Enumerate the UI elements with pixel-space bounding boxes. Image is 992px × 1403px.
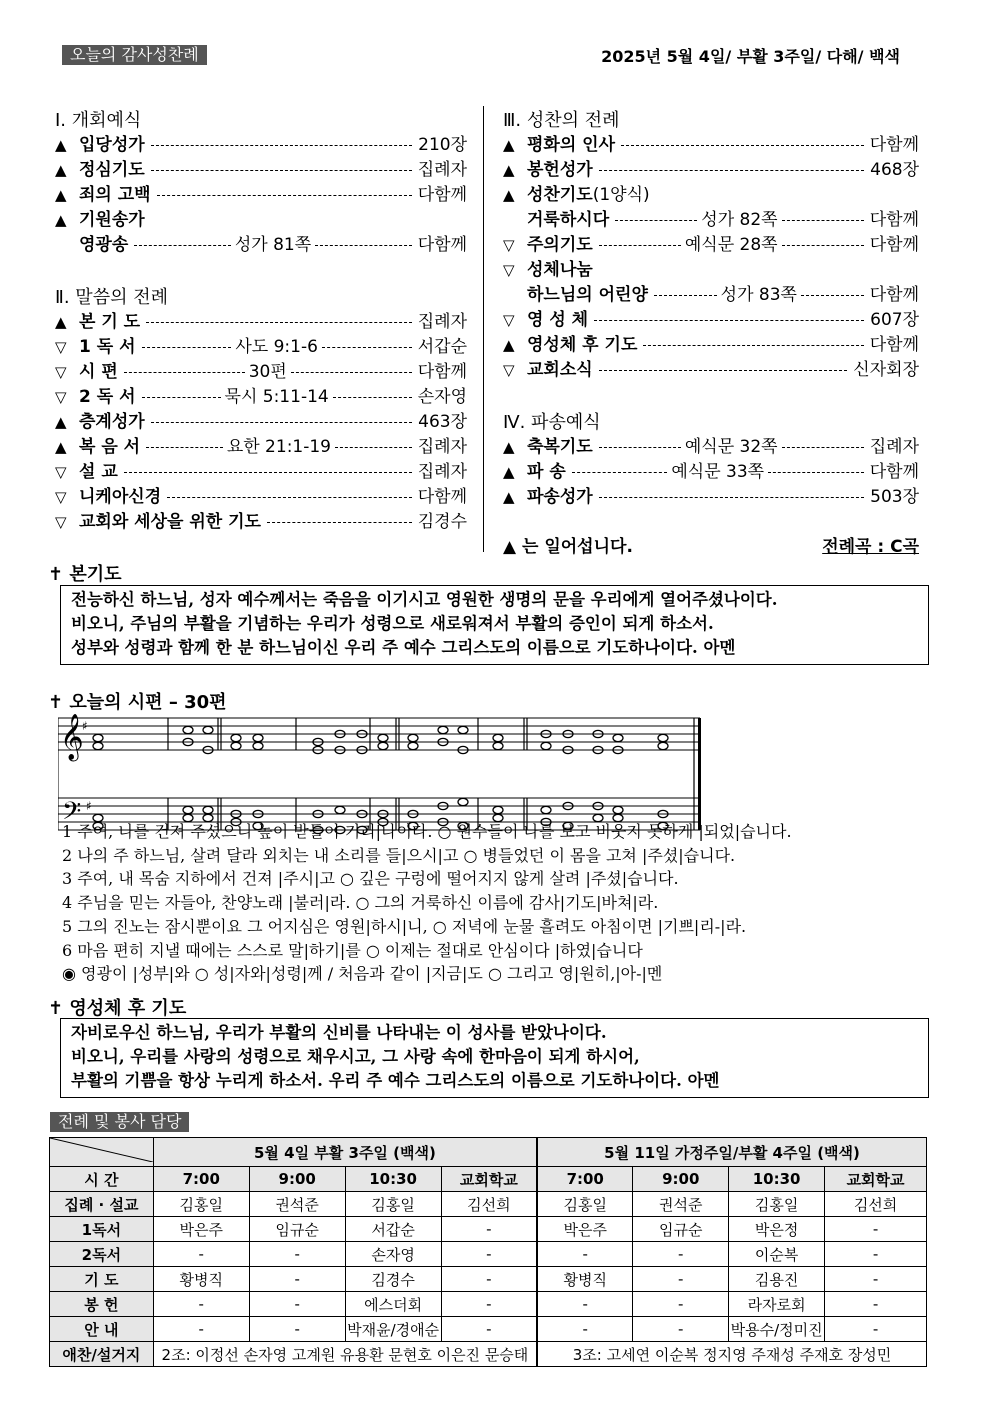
table-row xyxy=(50,1292,927,1317)
section-heading: Ⅱ. 말씀의 전례 xyxy=(55,287,168,308)
leader-dashes xyxy=(599,370,848,371)
table-cell: - xyxy=(153,1242,249,1267)
row-label: 봉 헌 xyxy=(50,1292,154,1317)
service-item-reference: 예식문 33쪽 xyxy=(671,462,765,482)
service-item-assignee: 다함께 xyxy=(869,335,919,355)
collect-box xyxy=(60,585,929,665)
service-item-name: 교회와 세상을 위한 기도 xyxy=(79,512,261,532)
stand-marker: ▽ xyxy=(55,488,67,506)
notehead xyxy=(335,806,345,813)
service-item-reference: 예식문 28쪽 xyxy=(684,235,778,255)
notehead xyxy=(203,806,213,813)
table-row xyxy=(50,1267,927,1292)
svg-text:𝄞: 𝄞 xyxy=(60,714,84,760)
service-row xyxy=(503,485,919,510)
table-cell: 김홍일 xyxy=(729,1192,825,1217)
service-row xyxy=(503,208,919,233)
stand-marker: ▲ xyxy=(55,136,67,154)
notehead xyxy=(408,734,418,741)
svg-text:♯: ♯ xyxy=(82,719,88,733)
header-tag: 오늘의 감사성찬례 xyxy=(62,45,207,65)
postcommunion-line: 비오니, 우리를 사랑의 성령으로 채우시고, 그 사랑 속에 한마음이 되게 하시어, xyxy=(71,1047,640,1066)
leader-dashes xyxy=(267,522,412,523)
service-item-assignee: 다함께 xyxy=(869,210,919,230)
collect-line: 성부와 성령과 함께 한 분 하느님이신 우리 주 예수 그리스도의 이름으로 기도하나이다. 아멘 xyxy=(71,638,736,657)
section-heading: Ⅲ. 성찬의 전례 xyxy=(503,110,620,131)
table-cell: - xyxy=(537,1242,633,1267)
stand-marker: ▲ xyxy=(503,463,515,481)
notehead xyxy=(231,742,241,749)
table-cell: - xyxy=(825,1267,927,1292)
row-label: 기 도 xyxy=(50,1267,154,1292)
duty-tag: 전례 및 봉사 담당 xyxy=(50,1112,189,1132)
leader-dashes xyxy=(594,320,864,321)
service-item-name: 하느님의 어린양 xyxy=(527,285,648,305)
table-cell: - xyxy=(633,1292,729,1317)
notehead xyxy=(253,742,263,749)
service-item-assignee: 다함께 xyxy=(869,285,919,305)
stand-marker: ▲ xyxy=(55,413,67,431)
service-item-reference: 요한 21:1-19 xyxy=(226,437,332,457)
service-item-assignee: 집례자 xyxy=(417,462,467,482)
service-row xyxy=(55,410,467,435)
service-item-assignee: 집례자 xyxy=(417,312,467,332)
notehead xyxy=(493,806,503,813)
notehead xyxy=(183,726,193,733)
service-item-reference: 묵시 5:11-14 xyxy=(224,387,329,407)
row-label: 집례 · 설교 xyxy=(50,1192,154,1217)
service-item-assignee: 김경수 xyxy=(417,512,467,532)
table-cell: 권석준 xyxy=(249,1192,345,1217)
time-cell: 교회학교 xyxy=(825,1167,927,1192)
service-item-assignee: 다함께 xyxy=(869,135,919,155)
left-column xyxy=(55,106,467,535)
service-item-name: 축복기도 xyxy=(527,437,593,457)
psalm-verses xyxy=(62,820,792,986)
time-cell: 7:00 xyxy=(537,1167,633,1192)
notehead xyxy=(183,806,193,813)
postcommunion-line: 부활의 기쁨을 항상 누리게 하소서. 우리 주 예수 그리스도의 이름으로 기도하나이다. 아멘 xyxy=(71,1071,720,1090)
table-cell: 황병직 xyxy=(537,1267,633,1292)
table-cell: 에스더회 xyxy=(345,1292,441,1317)
table-cell: - xyxy=(441,1267,537,1292)
service-item-reference: 성가 82쪽 xyxy=(701,210,778,230)
service-row xyxy=(55,158,467,183)
psalm-doxology: ◉ 영광이 |성부|와 ○ 성|자와|성령|께 / 처음과 같이 |지금|도 ○ 그리고 영|원히,|아-|멘 xyxy=(62,964,663,984)
service-row xyxy=(55,335,467,360)
table-cell: - xyxy=(441,1292,537,1317)
stand-marker: ▲ xyxy=(55,438,67,456)
service-item-assignee: 집례자 xyxy=(417,160,467,180)
service-item-name: 본 기 도 xyxy=(79,312,141,332)
row-label: 1독서 xyxy=(50,1217,154,1242)
table-cell: - xyxy=(633,1242,729,1267)
psalm-verse: 3 주여, 내 목숨 지하에서 건져 |주시|고 ○ 깊은 구렁에 떨어지지 않게 살려 |주셨|습니다. xyxy=(62,869,679,889)
leader-dashes xyxy=(167,497,412,498)
service-item-assignee: 다함께 xyxy=(417,235,467,255)
postcommunion-box xyxy=(60,1018,929,1098)
service-item-assignee: 468장 xyxy=(870,160,919,180)
table-row xyxy=(50,1217,927,1242)
stand-marker: ▲ xyxy=(55,313,67,331)
stand-marker: ▽ xyxy=(55,388,67,406)
table-cell: - xyxy=(825,1292,927,1317)
table-row xyxy=(50,1192,927,1217)
postcommunion-line: 자비로우신 하느님, 우리가 부활의 신비를 나타내는 이 성사를 받았나이다. xyxy=(71,1023,607,1042)
table-row xyxy=(50,1317,927,1342)
service-item-name: 니케아신경 xyxy=(79,487,162,507)
service-item-suffix: (1양식) xyxy=(592,185,650,205)
notehead xyxy=(493,734,503,741)
corner-cell xyxy=(50,1138,154,1167)
service-item-assignee: 다함께 xyxy=(869,462,919,482)
table-cell: 김경수 xyxy=(345,1267,441,1292)
notehead xyxy=(93,742,103,749)
table-cell: - xyxy=(633,1317,729,1342)
service-row xyxy=(503,283,919,308)
table-cell: 박용수/정미진 xyxy=(729,1317,825,1342)
postcommunion-title: ✝ 영성체 후 기도 xyxy=(48,998,187,1019)
table-cell: 라자로회 xyxy=(729,1292,825,1317)
table-cell: 박은주 xyxy=(153,1217,249,1242)
collect-line: 전능하신 하느님, 성자 예수께서는 죽음을 이기시고 영원한 생명의 문을 우리에게 열어주셨나이다. xyxy=(71,590,778,609)
service-item-assignee: 607장 xyxy=(870,310,919,330)
section-heading: Ⅳ. 파송예식 xyxy=(503,412,601,433)
leader-dashes xyxy=(124,360,412,385)
notehead xyxy=(658,734,668,741)
duty-table xyxy=(49,1137,927,1367)
notehead xyxy=(378,734,388,741)
notehead xyxy=(458,798,468,805)
leader-dashes xyxy=(599,497,864,498)
service-item-name: 1 독 서 xyxy=(79,337,136,357)
stand-marker: ▲ xyxy=(503,438,515,456)
notehead xyxy=(541,806,551,813)
table-cell: 이순복 xyxy=(729,1242,825,1267)
leader-dashes xyxy=(151,145,412,146)
service-item-name: 입당성가 xyxy=(79,135,145,155)
service-item-name: 2 독 서 xyxy=(79,387,136,407)
stand-marker: ▽ xyxy=(55,463,67,481)
psalm-verse: 4 주님을 믿는 자들아, 찬양노래 |불러|라. ○ 그의 거룩하신 이름에 감사|기도|바쳐|라. xyxy=(62,893,659,913)
psalm-verse: 5 그의 진노는 잠시뿐이요 그 어지심은 영원|하시|니, ○ 저녁에 눈물 흘려도 아침이면 |기쁘|리-|라. xyxy=(62,916,747,936)
service-row xyxy=(503,133,919,158)
service-item-assignee: 463장 xyxy=(418,412,467,432)
time-cell: 9:00 xyxy=(249,1167,345,1192)
service-item-reference: 30편 xyxy=(248,362,287,382)
notehead xyxy=(613,806,623,813)
service-item-name: 주의기도 xyxy=(527,235,593,255)
notehead xyxy=(231,734,241,741)
service-item-name: 영 성 체 xyxy=(527,310,589,330)
service-item-assignee: 집례자 xyxy=(417,437,467,457)
service-item-name: 파 송 xyxy=(527,462,566,482)
svg-text:♯: ♯ xyxy=(86,799,92,813)
table-cell: 임규순 xyxy=(633,1217,729,1242)
service-item-reference: 사도 9:1-6 xyxy=(235,337,318,357)
week2-cleaning: 3조: 고세연 이순복 정지영 주재성 주재호 장성민 xyxy=(537,1342,926,1367)
header-date: 2025년 5월 4일/ 부활 3주일/ 다해/ 백색 xyxy=(601,47,900,66)
stand-marker: ▽ xyxy=(55,363,67,381)
leader-dashes xyxy=(151,170,412,171)
service-item-assignee: 210장 xyxy=(418,135,467,155)
notehead xyxy=(203,726,213,733)
collect-title: ✝ 본기도 xyxy=(48,564,122,585)
table-cell: - xyxy=(441,1242,537,1267)
time-cell: 10:30 xyxy=(345,1167,441,1192)
times-row xyxy=(50,1167,927,1192)
psalm-verse: 1 주여, 나를 건져 주셨으니 높이 받들어 기리|나이다. ○ 원수들이 나를 보고 비웃지 못하게 |되었|습니다. xyxy=(62,822,792,841)
service-item-name: 거룩하시다 xyxy=(527,210,610,230)
service-item-reference: 성가 81쪽 xyxy=(234,235,312,255)
corner-diagonal xyxy=(50,1138,153,1162)
stand-note: ▲ 는 일어섭니다. xyxy=(503,537,633,557)
time-cell: 9:00 xyxy=(633,1167,729,1192)
service-item-assignee: 신자회장 xyxy=(853,360,919,380)
service-item-name: 설 교 xyxy=(79,462,118,482)
service-item-assignee: 다함께 xyxy=(417,487,467,507)
leader-dashes xyxy=(599,435,864,460)
service-item-assignee: 손자영 xyxy=(417,387,467,407)
table-cell: 서갑순 xyxy=(345,1217,441,1242)
table-cell: - xyxy=(441,1217,537,1242)
leader-dashes xyxy=(134,233,411,258)
leader-dashes xyxy=(142,335,412,360)
table-cell: - xyxy=(249,1317,345,1342)
table-cell: - xyxy=(153,1292,249,1317)
table-cell: - xyxy=(825,1217,927,1242)
leader-dashes xyxy=(151,422,412,423)
stand-marker: ▽ xyxy=(503,261,515,279)
column-divider xyxy=(483,106,484,552)
service-item-name: 성체나눔 xyxy=(527,260,593,280)
table-cell: 김홍일 xyxy=(153,1192,249,1217)
leader-dashes xyxy=(599,170,864,171)
service-row xyxy=(503,358,919,383)
week1-cleaning: 2조: 이정선 손자영 고계원 유용환 문현호 이은진 문승태 xyxy=(153,1342,537,1367)
service-row xyxy=(55,310,467,335)
stand-marker: ▲ xyxy=(503,161,515,179)
table-cell: - xyxy=(441,1317,537,1342)
time-label: 시 간 xyxy=(50,1167,154,1192)
section-heading: Ⅰ. 개회예식 xyxy=(55,110,142,131)
service-item-name: 죄의 고백 xyxy=(79,185,151,205)
service-item-name: 층계성가 xyxy=(79,412,145,432)
table-cell: - xyxy=(249,1267,345,1292)
notehead xyxy=(438,726,448,733)
table-cell: - xyxy=(825,1317,927,1342)
service-item-assignee: 다함께 xyxy=(417,362,467,382)
week1-header: 5월 4일 부활 3주일 (백색) xyxy=(153,1138,537,1167)
leader-dashes xyxy=(142,385,412,410)
time-cell: 7:00 xyxy=(153,1167,249,1192)
right-column xyxy=(503,106,919,560)
table-cell: 박은주 xyxy=(537,1217,633,1242)
table-cell: - xyxy=(825,1242,927,1267)
row-label: 안 내 xyxy=(50,1317,154,1342)
psalm-verse: 6 마음 편히 지낼 때에는 스스로 말|하기|를 ○ 이제는 절대로 안심이다 |하였|습니다 xyxy=(62,940,643,960)
week2-header: 5월 11일 가정주일/부활 4주일 (백색) xyxy=(537,1138,926,1167)
time-cell: 10:30 xyxy=(729,1167,825,1192)
table-cell: - xyxy=(153,1317,249,1342)
service-item-reference: 예식문 32쪽 xyxy=(684,437,778,457)
notehead xyxy=(493,742,503,749)
table-cell: 박은정 xyxy=(729,1217,825,1242)
stand-marker: ▲ xyxy=(55,186,67,204)
service-item-name: 영성체 후 기도 xyxy=(527,335,638,355)
stand-marker: ▲ xyxy=(503,488,515,506)
stand-marker: ▲ xyxy=(503,186,515,204)
service-row xyxy=(55,385,467,410)
service-item-name: 평화의 인사 xyxy=(527,135,616,155)
table-cell: - xyxy=(537,1317,633,1342)
stand-marker: ▽ xyxy=(503,236,515,254)
service-row xyxy=(55,360,467,385)
table-cell: 임규순 xyxy=(249,1217,345,1242)
leader-dashes xyxy=(124,472,412,473)
stand-marker: ▲ xyxy=(503,336,515,354)
service-item-name: 봉헌성가 xyxy=(527,160,593,180)
table-cell: - xyxy=(537,1292,633,1317)
collect-line: 비오니, 주님의 부활을 기념하는 우리가 성령으로 새로워져서 부활의 증인이 되게 하소서. xyxy=(71,614,714,633)
service-item-name: 영광송 xyxy=(79,235,129,255)
service-item-name: 복 음 서 xyxy=(79,437,141,457)
service-row xyxy=(503,183,919,208)
leader-dashes xyxy=(146,435,412,460)
service-item-assignee: 다함께 xyxy=(869,235,919,255)
liturgical-tune: 전례곡 : C곡 xyxy=(822,537,919,557)
table-cell: - xyxy=(249,1242,345,1267)
notehead xyxy=(378,742,388,749)
row-label: 2독서 xyxy=(50,1242,154,1267)
stand-marker: ▲ xyxy=(55,161,67,179)
service-row xyxy=(503,333,919,358)
notehead xyxy=(458,726,468,733)
table-cell: 김홍일 xyxy=(537,1192,633,1217)
svg-text:𝄢: 𝄢 xyxy=(62,797,82,832)
service-row xyxy=(503,460,919,485)
service-row xyxy=(503,233,919,258)
psalm-title: ✝ 오늘의 시편 – 30편 xyxy=(48,692,227,713)
notehead xyxy=(253,734,263,741)
service-row xyxy=(55,460,467,485)
table-cell: 황병직 xyxy=(153,1267,249,1292)
leader-dashes xyxy=(157,195,412,196)
notehead xyxy=(408,742,418,749)
stand-marker: ▽ xyxy=(503,311,515,329)
notehead xyxy=(658,742,668,749)
service-row xyxy=(55,133,467,158)
stand-marker: ▲ xyxy=(503,136,515,154)
service-row xyxy=(503,308,919,333)
notehead xyxy=(93,734,103,741)
time-cell: 교회학교 xyxy=(441,1167,537,1192)
service-row xyxy=(55,183,467,208)
leader-dashes xyxy=(599,233,864,258)
leader-dashes xyxy=(615,208,864,233)
leader-dashes xyxy=(621,145,864,146)
service-row xyxy=(503,258,919,283)
table-cell: 김선희 xyxy=(825,1192,927,1217)
stand-marker: ▽ xyxy=(55,513,67,531)
table-cell: 김홍일 xyxy=(345,1192,441,1217)
stand-marker: ▽ xyxy=(55,338,67,356)
leader-dashes xyxy=(643,345,863,346)
table-cell: 박재윤/경애순 xyxy=(345,1317,441,1342)
table-cell: 김선희 xyxy=(441,1192,537,1217)
service-item-reference: 성가 83쪽 xyxy=(720,285,797,305)
leader-dashes xyxy=(572,460,864,485)
notehead xyxy=(613,734,623,741)
row-label: 애찬/설거지 xyxy=(50,1342,154,1367)
stand-marker: ▽ xyxy=(503,361,515,379)
leader-dashes xyxy=(654,283,864,308)
psalm-verse: 2 나의 주 하느님, 살려 달라 외치는 내 소리를 들|으시|고 ○ 병들었던 이 몸을 고쳐 |주셨|습니다. xyxy=(62,845,736,865)
table-cell: 김용진 xyxy=(729,1267,825,1292)
table-cell: 권석준 xyxy=(633,1192,729,1217)
service-row xyxy=(55,510,467,535)
table-cell: - xyxy=(633,1267,729,1292)
service-row xyxy=(55,485,467,510)
notehead xyxy=(541,742,551,749)
service-item-name: 교회소식 xyxy=(527,360,593,380)
service-row xyxy=(503,158,919,183)
service-item-name: 정심기도 xyxy=(79,160,145,180)
table-row xyxy=(50,1342,927,1367)
service-row xyxy=(55,233,467,258)
service-item-name: 기원송가 xyxy=(79,210,145,230)
table-row xyxy=(50,1242,927,1267)
stand-marker: ▲ xyxy=(55,211,67,229)
service-row xyxy=(55,435,467,460)
service-item-assignee: 다함께 xyxy=(417,185,467,205)
service-row xyxy=(55,208,467,233)
table-cell: 손자영 xyxy=(345,1242,441,1267)
service-item-assignee: 서갑순 xyxy=(417,337,467,357)
service-item-assignee: 집례자 xyxy=(869,437,919,457)
service-item-name: 파송성가 xyxy=(527,487,593,507)
service-row xyxy=(503,435,919,460)
service-item-assignee: 503장 xyxy=(870,487,919,507)
footnote-row xyxy=(503,535,919,560)
leader-dashes xyxy=(146,322,412,323)
table-cell: - xyxy=(249,1292,345,1317)
service-item-name: 성찬기도 xyxy=(527,185,593,205)
service-item-name: 시 편 xyxy=(79,362,118,382)
